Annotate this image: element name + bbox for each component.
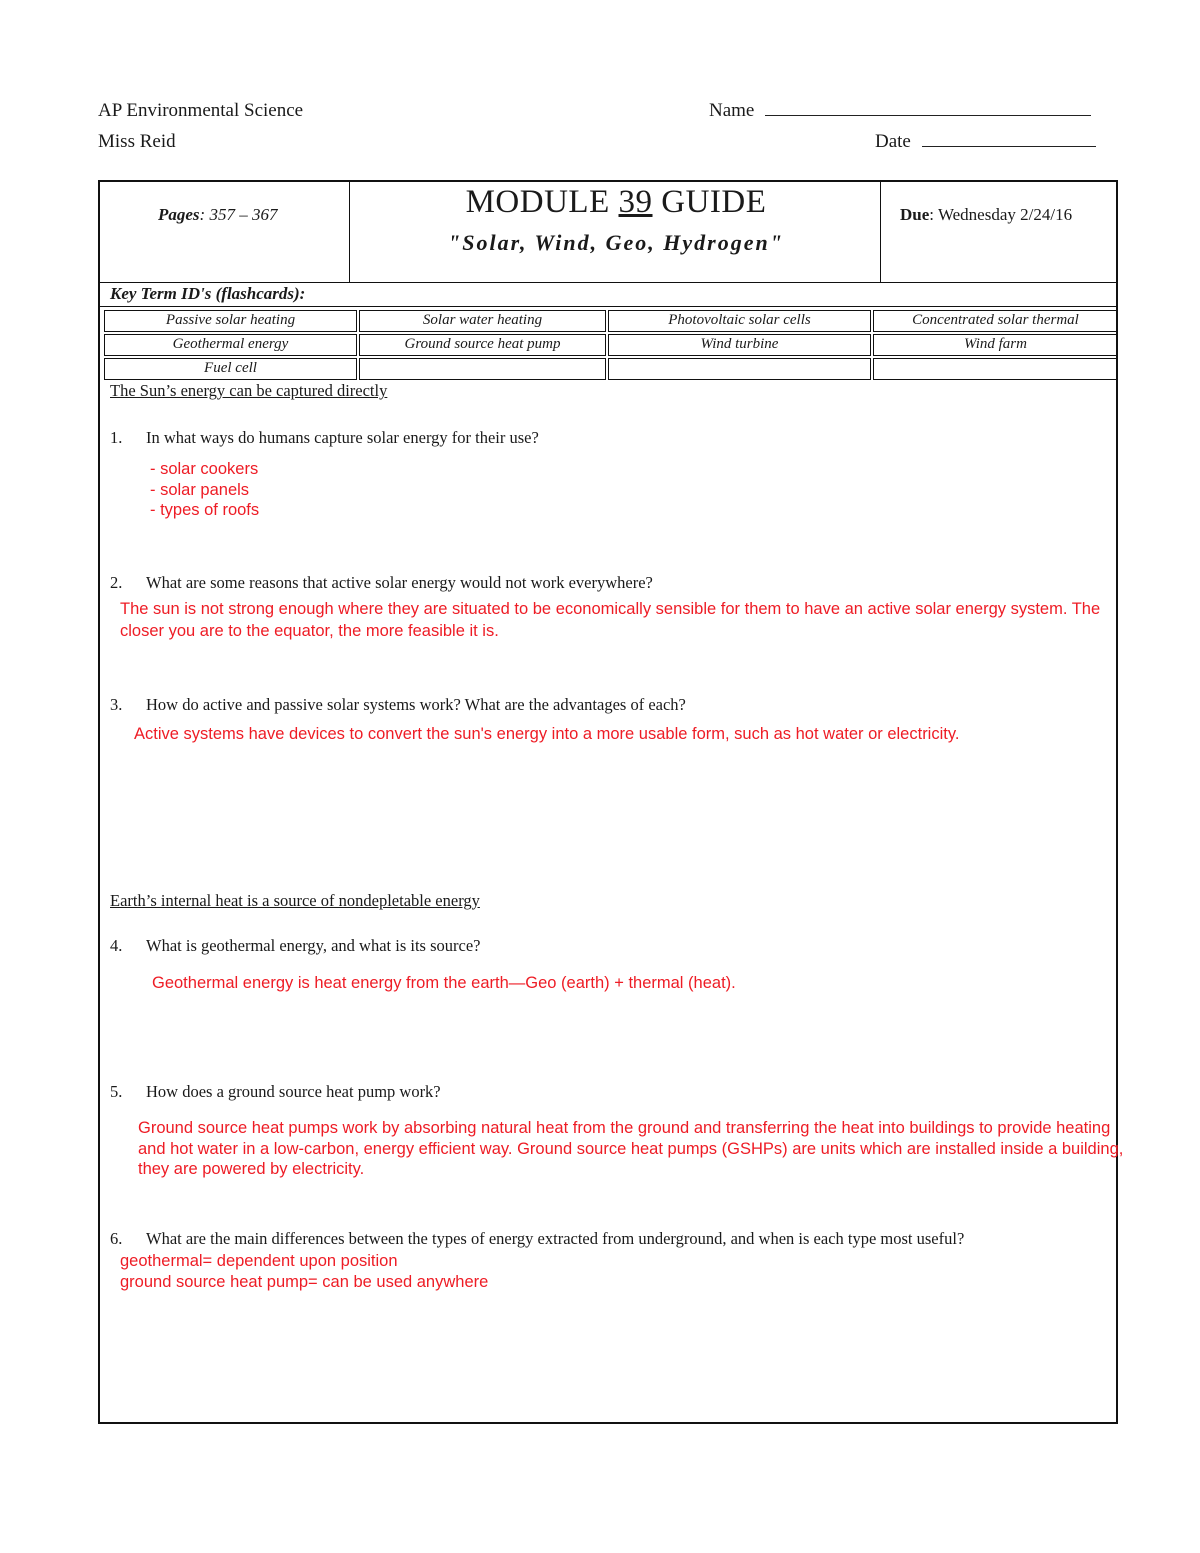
key-term-cell: Photovoltaic solar cells [608,310,871,332]
key-term-cell: Solar water heating [359,310,606,332]
question-5 [110,1082,441,1102]
question-number: 6. [110,1229,123,1248]
pages-value: : 357 – 367 [199,205,278,224]
question-number: 4. [110,936,123,955]
question-number: 5. [110,1082,123,1101]
key-terms-heading: Key Term ID's (flashcards): [110,284,306,303]
answer-3: Active systems have devices to convert the sun's energy into a more usable form, such as hot water or electricity. [134,725,960,743]
key-term-cell: Wind turbine [608,334,871,356]
name-blank[interactable] [765,115,1091,116]
question-6 [110,1229,964,1249]
key-term-cell: Fuel cell [104,358,357,380]
module-guide-box [98,180,1124,1424]
answer-6: geothermal= dependent upon position ground source heat pump= can be used anywhere [120,1252,489,1291]
section-heading: The Sun’s energy can be captured directly [110,381,388,400]
due-info [900,205,1072,225]
module-title [350,184,882,221]
pages-info [158,205,277,225]
name-field[interactable] [709,100,1091,122]
due-label: Due [900,205,930,224]
question-1 [110,428,539,448]
key-terms-table [104,310,1120,378]
question-4 [110,936,480,956]
date-field[interactable] [875,131,1096,153]
answer-4: Geothermal energy is heat energy from the earth—Geo (earth) + thermal (heat). [152,974,736,992]
date-blank[interactable] [922,146,1096,147]
question-text: How does a ground source heat pump work? [146,1082,441,1101]
divider [100,282,1116,283]
name-label: Name [709,100,755,121]
date-label: Date [875,131,911,152]
key-term-cell: Concentrated solar thermal [873,310,1118,332]
teacher-name: Miss Reid [98,131,176,152]
module-subtitle: "Solar, Wind, Geo, Hydrogen" [448,230,784,255]
key-term-empty-cell [873,358,1118,380]
question-text: In what ways do humans capture solar energy for their use? [146,428,539,447]
key-term-cell: Ground source heat pump [359,334,606,356]
pages-label: Pages [158,205,200,224]
module-number: 39 [618,184,653,220]
answer-1: - solar cookers - solar panels - types of roofs [150,460,260,519]
question-3 [110,695,686,715]
question-text: How do active and passive solar systems work? What are the advantages of each? [146,695,686,714]
course-title: AP Environmental Science [98,100,304,121]
question-number: 1. [110,428,123,447]
answer-2: The sun is not strong enough where they are situated to be economically sensible for them to have an active solar energy system. The closer you are to the equator, the more feasible it is. [120,600,1101,640]
key-term-cell: Geothermal energy [104,334,357,356]
divider [100,306,1116,307]
question-text: What are the main differences between the types of energy extracted from underground, and when is each type most useful? [146,1229,965,1248]
question-text: What are some reasons that active solar energy would not work everywhere? [146,573,653,592]
key-term-empty-cell [608,358,871,380]
module-title-prefix: MODULE [465,184,619,220]
answer-5: Ground source heat pumps work by absorbing natural heat from the ground and transferring the heat into buildings to provide heating and hot water in a low-carbon, energy efficient way. Ground source heat pumps (GSHPs) are units which are installed inside a building, they are powered by electricity. [138,1119,1124,1178]
key-term-cell: Passive solar heating [104,310,357,332]
key-term-cell: Wind farm [873,334,1118,356]
section-heading: Earth’s internal heat is a source of nondepletable energy [110,891,480,910]
question-number: 2. [110,573,123,592]
question-text: What is geothermal energy, and what is its source? [146,936,481,955]
due-value: : Wednesday 2/24/16 [929,205,1073,224]
question-number: 3. [110,695,123,714]
module-title-suffix: GUIDE [652,184,767,220]
key-term-empty-cell [359,358,606,380]
question-2 [110,573,653,593]
